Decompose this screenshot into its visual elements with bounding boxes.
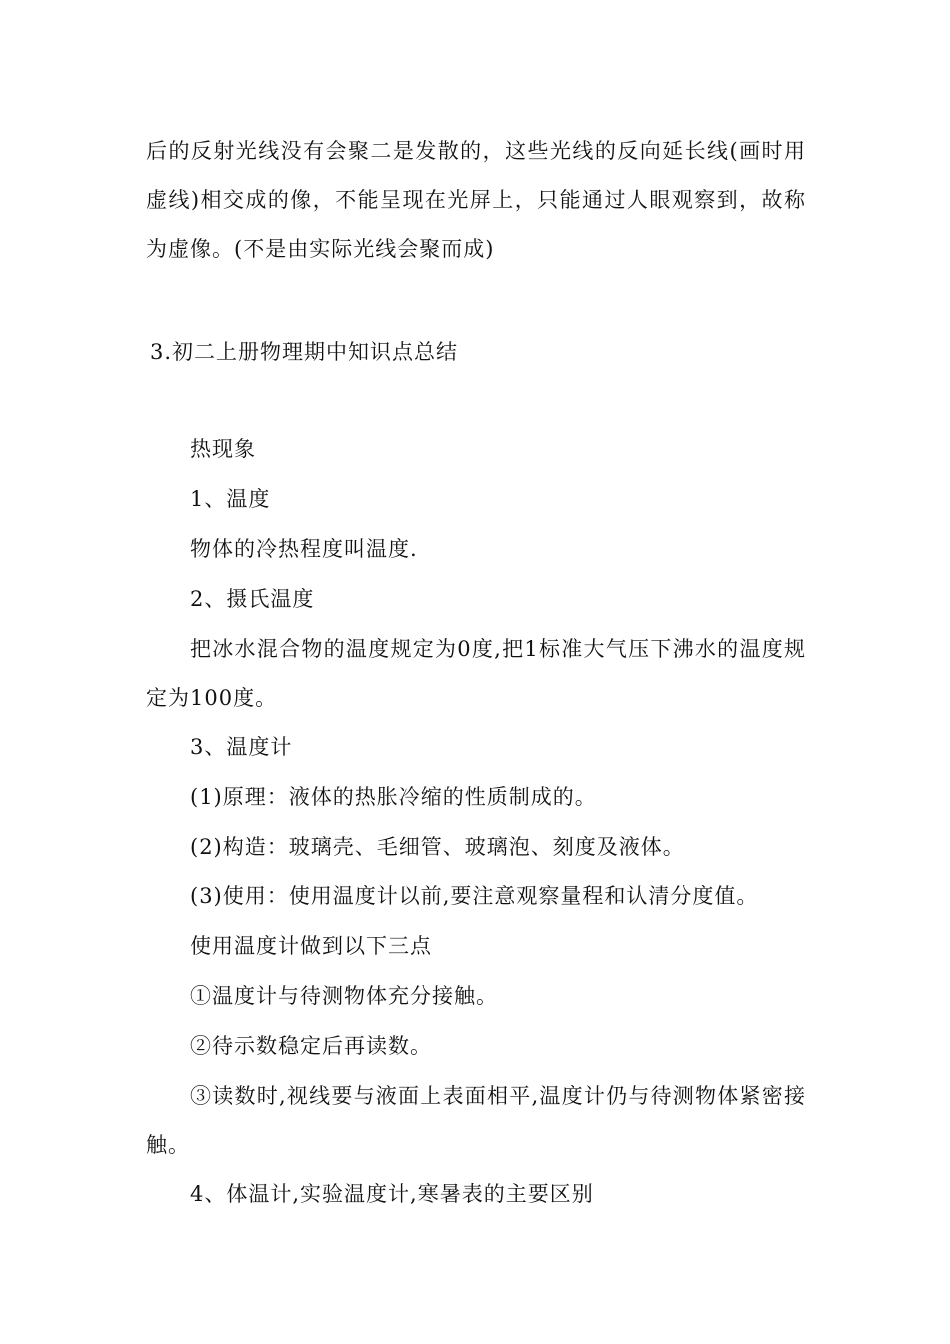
usage-point-2: ②待示数稳定后再读数。 bbox=[190, 1034, 432, 1058]
section-heading: 3.初二上册物理期中知识点总结 bbox=[150, 340, 459, 364]
thermometer-principle: (1)原理：液体的热胀冷缩的性质制成的。 bbox=[190, 785, 597, 809]
topic-title: 热现象 bbox=[190, 437, 256, 461]
thermometer-usage: (3)使用：使用温度计以前,要注意观察量程和认清分度值。 bbox=[190, 884, 759, 908]
usage-intro: 使用温度计做到以下三点 bbox=[190, 934, 432, 958]
intro-paragraph: 后的反射光线没有会聚二是发散的，这些光线的反向延长线(画时用虚线)相交成的像，不能呈现在光屏上，只能通过人眼观察到，故称为虚像。(不是由实际光线会聚而成) bbox=[146, 139, 806, 261]
temperature-definition: 物体的冷热程度叫温度. bbox=[190, 537, 418, 561]
celsius-title: 2、摄氏温度 bbox=[190, 587, 315, 611]
usage-point-1: ①温度计与待测物体充分接触。 bbox=[190, 984, 498, 1008]
difference-title: 4、体温计,实验温度计,寒暑表的主要区别 bbox=[190, 1182, 594, 1206]
thermometer-structure: (2)构造：玻璃壳、毛细管、玻璃泡、刻度及液体。 bbox=[190, 835, 685, 859]
thermometer-title: 3、温度计 bbox=[190, 735, 293, 759]
usage-point-3: ③读数时,视线要与液面上表面相平,温度计仍与待测物体紧密接触。 bbox=[146, 1084, 806, 1157]
temperature-title: 1、温度 bbox=[190, 487, 271, 511]
celsius-definition: 把冰水混合物的温度规定为0度,把1标准大气压下沸水的温度规定为100度。 bbox=[146, 637, 806, 710]
